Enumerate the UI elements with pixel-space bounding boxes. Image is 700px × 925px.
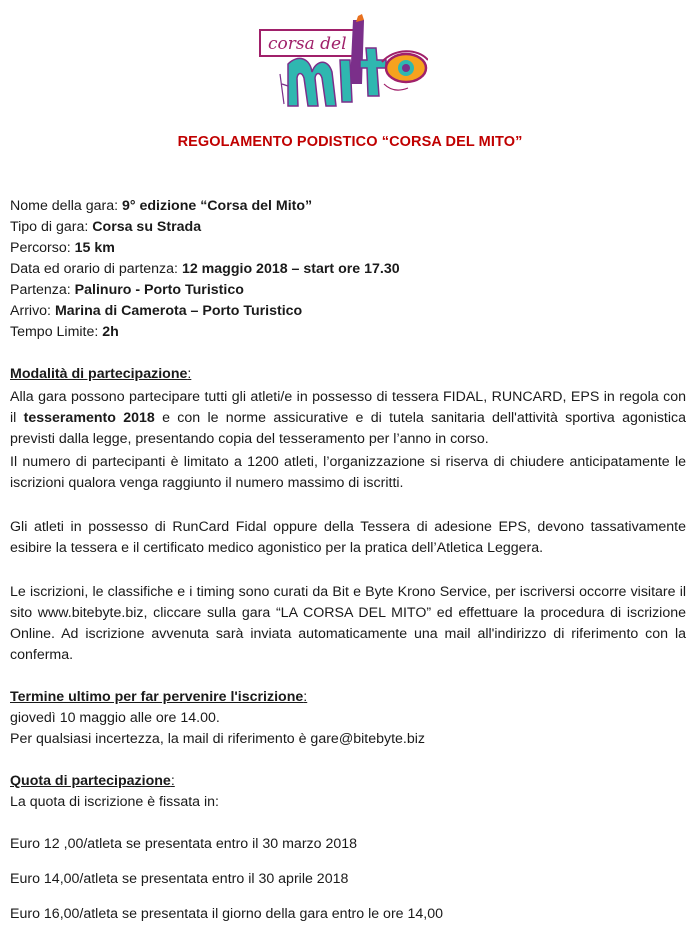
svg-text:corsa del: corsa del bbox=[268, 34, 347, 54]
info-percorso bbox=[10, 238, 686, 259]
spacer bbox=[10, 813, 686, 834]
info-label: Tempo Limite: bbox=[10, 324, 103, 340]
race-info bbox=[10, 196, 686, 343]
spacer bbox=[10, 559, 686, 580]
spacer bbox=[10, 494, 686, 515]
fee-item: Euro 12 ,00/atleta se presentata entro il 30 marzo 2018 bbox=[10, 836, 358, 852]
info-partenza bbox=[10, 280, 686, 301]
info-value: 9° edizione “Corsa del Mito” bbox=[121, 198, 313, 214]
info-tempo bbox=[10, 322, 686, 343]
info-value: Palinuro - Porto Turistico bbox=[74, 282, 244, 298]
text-segment: Alla gara possono partecipare tutti gli atleti/e in possesso di tessera FIDAL, RUNCARD, EPS in regola con il bbox=[10, 389, 686, 426]
text-segment: e con le norme assicurative e di tutela sanitaria dell'attività sportiva agonistica previsti dalla legge, presentando copia del tesseramento per l’anno in corso. bbox=[10, 410, 687, 447]
heading-colon: : bbox=[303, 689, 308, 705]
info-label: Data ed orario di partenza: bbox=[10, 261, 182, 277]
heading-colon: : bbox=[187, 366, 192, 382]
quota-intro: La quota di iscrizione è fissata in: bbox=[10, 794, 219, 810]
heading-colon: : bbox=[170, 773, 175, 789]
paragraph-runcard: Gli atleti in possesso di RunCard Fidal oppure della Tessera di adesione EPS, devono tassativamente esibire la tessera e il certificato medico agonistico per la pratica dell’Atletica Leggera. bbox=[10, 519, 686, 556]
info-arrivo bbox=[10, 301, 686, 322]
info-label: Arrivo: bbox=[10, 303, 55, 319]
fee-item: Euro 14,00/atleta se presentata entro il 30 aprile 2018 bbox=[10, 871, 349, 887]
page-title: REGOLAMENTO PODISTICO “CORSA DEL MITO” bbox=[177, 134, 523, 150]
fee-item: Euro 16,00/atleta se presentata il giorno della gara entro le ore 14,00 bbox=[10, 906, 444, 922]
info-value: 2h bbox=[102, 324, 119, 340]
info-label: Partenza: bbox=[10, 282, 75, 298]
text-bold: tesseramento 2018 bbox=[23, 410, 155, 426]
corsa-del-mito-logo bbox=[258, 14, 428, 116]
paragraph-requisiti bbox=[10, 387, 686, 450]
paragraph-limite: Il numero di partecipanti è limitato a 1200 atleti, l’organizzazione si riserva di chiudere anticipatamente le iscrizioni qualora venga raggiunto il numero massimo di iscritti. bbox=[10, 454, 686, 491]
heading-text: Termine ultimo per far pervenire l'iscrizione bbox=[10, 689, 304, 705]
info-tipo bbox=[10, 217, 686, 238]
heading-text: Modalità di partecipazione bbox=[10, 366, 188, 382]
termine-date: giovedì 10 maggio alle ore 14.00. bbox=[10, 710, 220, 726]
info-value: 15 km bbox=[74, 240, 115, 256]
info-data bbox=[10, 259, 686, 280]
info-value: 12 maggio 2018 – start ore 17.30 bbox=[181, 261, 400, 277]
paragraph-iscrizioni: Le iscrizioni, le classifiche e i timing sono curati da Bit e Byte Krono Service, per iscriversi occorre visitare il sito www.bitebyte.biz, cliccare sulla gara “LA CORSA DEL MITO” ed effettuare la procedura di iscrizione Online. Ad iscrizione avvenuta sarà inviata automaticamente una mail all'indirizzo di riferimento con la conferma. bbox=[10, 584, 686, 663]
logo-graphic bbox=[258, 14, 428, 116]
section-heading-termine bbox=[10, 687, 686, 708]
info-nome bbox=[10, 196, 686, 217]
termine-contact: Per qualsiasi incertezza, la mail di riferimento è gare@bitebyte.biz bbox=[10, 731, 425, 747]
info-value: Corsa su Strada bbox=[92, 219, 202, 235]
section-heading-quota bbox=[10, 771, 686, 792]
regulation-body bbox=[10, 196, 686, 925]
spacer bbox=[10, 890, 686, 904]
spacer bbox=[10, 855, 686, 869]
info-label: Percorso: bbox=[10, 240, 75, 256]
info-label: Tipo di gara: bbox=[10, 219, 93, 235]
info-value: Marina di Camerota – Porto Turistico bbox=[54, 303, 303, 319]
section-heading-partecipazione bbox=[10, 364, 686, 385]
heading-text: Quota di partecipazione bbox=[10, 773, 171, 789]
info-label: Nome della gara: bbox=[10, 198, 122, 214]
